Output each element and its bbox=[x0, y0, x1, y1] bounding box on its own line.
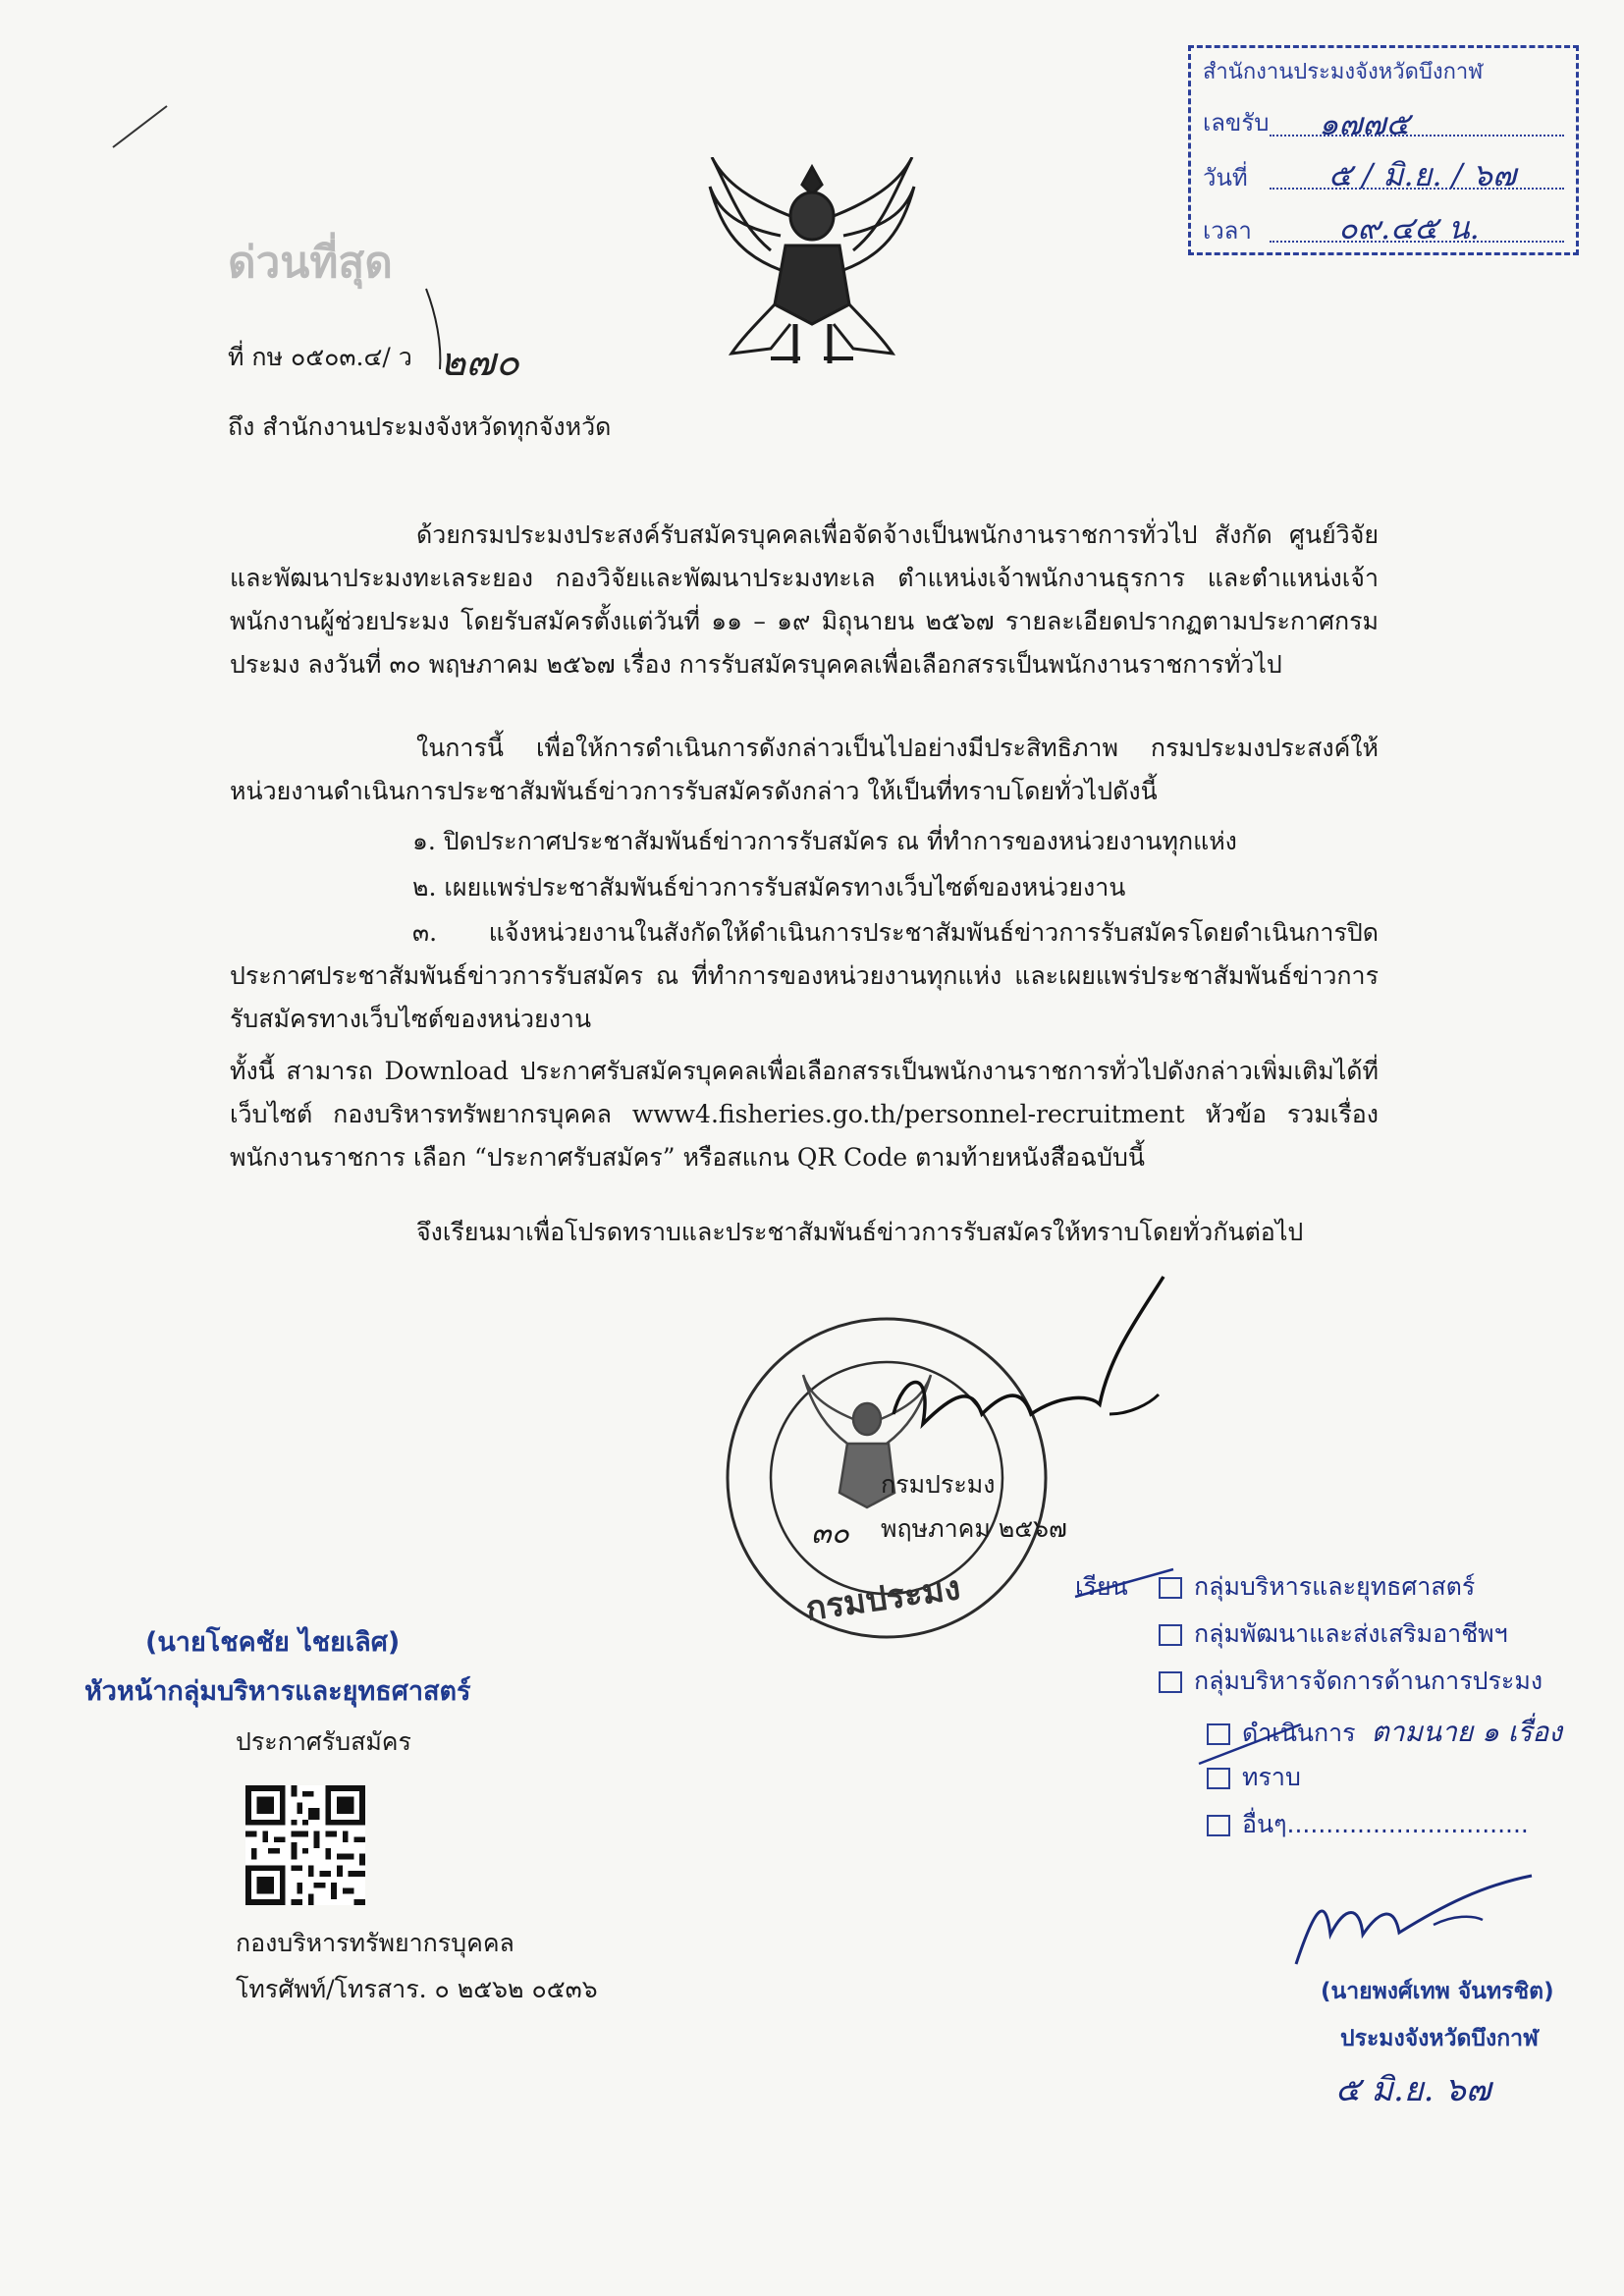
doc-number: ที่ กษ ๐๕๐๓.๔/ ว bbox=[228, 343, 412, 371]
checkbox-icon bbox=[1207, 1815, 1230, 1836]
contact-phone: โทรศัพท์/โทรสาร. ๐ ๒๕๖๒ ๐๕๓๖ bbox=[236, 1975, 598, 2003]
stamp-date-label: วันที่ bbox=[1203, 164, 1248, 191]
doc-number-handwritten: ๒๗๐ bbox=[440, 340, 519, 385]
list-item-3: ๓. แจ้งหน่วยงานในสังกัดให้ดำเนินการประชาสัมพันธ์ข่าวการรับสมัครโดยดำเนินการปิดประกาศประชาสัมพันธ์ข่าวการรับสมัคร ณ ที่ทำการของหน่วยงานทุกแห่ง และเผยแพร่ประชาสัมพันธ์ข่าวการรับสมัครทางเว็บไซต์ของหน่วยงาน bbox=[230, 918, 1379, 1033]
qr-code-icon[interactable] bbox=[245, 1785, 365, 1905]
strike-mark bbox=[1193, 1715, 1311, 1774]
routing-option-2[interactable]: กลุ่มพัฒนาและส่งเสริมอาชีพฯ bbox=[1159, 1614, 1508, 1654]
left-official-name: (นายโชคชัย ไชยเลิศ) bbox=[145, 1627, 401, 1658]
provincial-officer-signature bbox=[1286, 1866, 1542, 1974]
strike-mark bbox=[1056, 1558, 1252, 1607]
signature-date-day: ๓๐ bbox=[811, 1516, 849, 1551]
urgency-label: ด่วนที่สุด bbox=[228, 238, 393, 288]
stamp-time-value: ๐๙.๔๕ น. bbox=[1338, 209, 1480, 246]
stamp-number-label: เลขรับ bbox=[1203, 109, 1270, 137]
qr-caption: ประกาศรับสมัคร bbox=[236, 1727, 411, 1756]
contact-division: กองบริหารทรัพยากรบุคคล bbox=[236, 1929, 514, 1957]
checkbox-icon bbox=[1159, 1671, 1182, 1693]
body-paragraph-1: ด้วยกรมประมงประสงค์รับสมัครบุคคลเพื่อจัดจ้างเป็นพนักงานราชการทั่วไป สังกัด ศูนย์วิจัยและพัฒนาประมงทะเลระยอง กองวิจัยและพัฒนาประมงทะเล ตำแหน่งเจ้าพนักงานธุรการ และตำแหน่งเจ้าพนักงานผู้ช่วยประมง โดยรับสมัครตั้งแต่วันที่ ๑๑ – ๑๙ มิถุนายน ๒๕๖๗ รายละเอียดปรากฏตามประกาศกรมประมง ลงวันที่ ๓๐ พฤษภาคม ๒๕๖๗ เรื่อง การรับสมัครบุคคลเพื่อเลือกสรรเป็นพนักงานราชการทั่วไป bbox=[230, 520, 1379, 679]
body-paragraph-3: ทั้งนี้ สามารถ Download ประกาศรับสมัครบุคคลเพื่อเลือกสรรเป็นพนักงานราชการทั่วไปดังกล่าวเพิ่มเติมได้ที่เว็บไซต์ กองบริหารทรัพยากรบุคคล www4.fisheries.go.th/personnel-recruitment หัวข้อ รวมเรื่องพนักงานราชการ เลือก “ประกาศรับสมัคร” หรือสแกน QR Code ตามท้ายหนังสือฉบับนี้ bbox=[230, 1057, 1379, 1172]
stamp-number-value: ๑๗๗๕ bbox=[1319, 105, 1410, 142]
director-signature bbox=[864, 1267, 1178, 1483]
pen-mark bbox=[108, 98, 177, 157]
stamp-date-value: ๕ / มิ.ย. / ๖๗ bbox=[1328, 156, 1517, 193]
signature-date: พฤษภาคม ๒๕๖๗ bbox=[881, 1514, 1067, 1543]
garuda-emblem-icon bbox=[702, 157, 923, 373]
routing-option-3[interactable]: กลุ่มบริหารจัดการด้านการประมง bbox=[1159, 1662, 1543, 1701]
left-official-position: หัวหน้ากลุ่มบริหารและยุทธศาสตร์ bbox=[84, 1676, 471, 1707]
signature-org: กรมประมง bbox=[881, 1470, 996, 1499]
routing-handwritten-note: ตามนาย ๑ เรื่อง bbox=[1371, 1716, 1562, 1748]
recipient: ถึง สำนักงานประมงจังหวัดทุกจังหวัด bbox=[228, 412, 612, 441]
stamp-office: สำนักงานประมงจังหวัดบึงกาฬ bbox=[1203, 60, 1484, 84]
right-official-name: (นายพงศ์เทพ จันทรชิต) bbox=[1321, 1979, 1554, 2004]
checkbox-icon bbox=[1159, 1624, 1182, 1646]
routing-option-1[interactable]: กลุ่มบริหารและยุทธศาสตร์ bbox=[1159, 1567, 1475, 1607]
routing-action-3[interactable]: อื่นๆ............................... bbox=[1207, 1805, 1529, 1844]
right-official-date: ๕ มิ.ย. ๖๗ bbox=[1335, 2070, 1491, 2109]
routing-action-2[interactable]: ทราบ bbox=[1207, 1758, 1301, 1797]
seal-caption: กรมประมง bbox=[803, 1568, 963, 1629]
doc-number-stroke bbox=[422, 285, 452, 373]
right-official-position: ประมงจังหวัดบึงกาฬ bbox=[1340, 2026, 1539, 2051]
receipt-stamp bbox=[1188, 45, 1579, 255]
list-item-2: ๒. เผยแพร่ประชาสัมพันธ์ข่าวการรับสมัครทางเว็บไซต์ของหน่วยงาน bbox=[412, 873, 1126, 902]
list-item-1: ๑. ปิดประกาศประชาสัมพันธ์ข่าวการรับสมัคร ณ ที่ทำการของหน่วยงานทุกแห่ง bbox=[412, 827, 1237, 855]
routing-action-1[interactable]: ดำเนินการ ตามนาย ๑ เรื่อง bbox=[1207, 1711, 1562, 1754]
stamp-time-label: เวลา bbox=[1203, 217, 1252, 245]
body-paragraph-2: ในการนี้ เพื่อให้การดำเนินการดังกล่าวเป็นไปอย่างมีประสิทธิภาพ กรมประมงประสงค์ให้หน่วยงานดำเนินการประชาสัมพันธ์ข่าวการรับสมัครดังกล่าว ให้เป็นที่ทราบโดยทั่วไปดังนี้ bbox=[230, 734, 1379, 805]
routing-label: เรียน bbox=[1075, 1572, 1128, 1601]
closing-sentence: จึงเรียนมาเพื่อโปรดทราบและประชาสัมพันธ์ข่าวการรับสมัครให้ทราบโดยทั่วกันต่อไป bbox=[416, 1218, 1304, 1246]
